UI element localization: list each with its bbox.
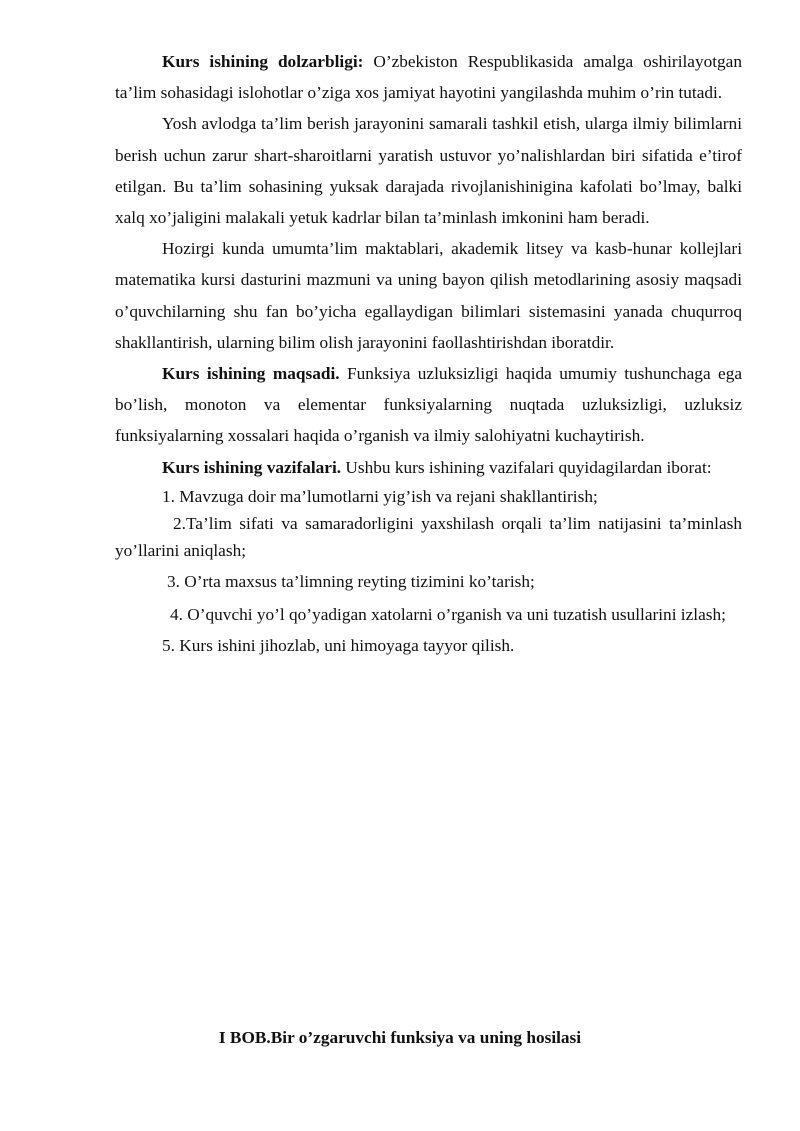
paragraph-relevance bbox=[115, 46, 742, 108]
paragraph-education: Yosh avlodga ta’lim berish jarayonini samarali tashkil etish, ularga ilmiy bilimlarni berish uchun zarur shart-sharoitlarni yaratish ustuvor yo’nalishlardan biri sifatida e’tirof etilgan. Bu ta’lim sohasining yuksak darajada rivojlanishinigina kafolati bo’lmay, balki xalq xo’jaligini malakali yetuk kadrlar bilan ta’minlash imkonini ham beradi. bbox=[115, 114, 742, 228]
chapter-heading: I BOB.Bir o’zgaruvchi funksiya va uning hosilasi bbox=[218, 1028, 582, 1047]
relevance-label: Kurs ishining dolzarbligi: bbox=[162, 52, 364, 71]
document-body bbox=[115, 46, 742, 661]
list-item: 1. Mavzuga doir ma’lumotlarni yig’ish va rejani shakllantirish; bbox=[162, 486, 598, 506]
goal-text: Funksiya uzluksizligi haqida umumiy tushunchaga ega bo’lish, monoton va elementar funksiyalarning nuqtada uzluksizligi, uzluksiz funksiyalarning xossalari haqida o’rganish va ilmiy salohiyatni kuchaytirish. bbox=[115, 364, 742, 446]
goal-label: Kurs ishining maqsadi. bbox=[162, 364, 340, 384]
list-item: 3. O’rta maxsus ta’limning reyting tizimini ko’tarish; bbox=[167, 571, 535, 591]
tasks-label: Kurs ishining vazifalari. bbox=[162, 457, 342, 477]
tasks-text: Ushbu kurs ishining vazifalari quyidagilardan iborat: bbox=[341, 457, 712, 477]
list-item: 5. Kurs ishini jihozlab, uni himoyaga tayyor qilish. bbox=[162, 636, 515, 656]
paragraph-tasks bbox=[115, 452, 742, 483]
paragraph-current-state: Hozirgi kunda umumta’lim maktablari, akademik litsey va kasb-hunar kollejlari matematika kursi dasturini mazmuni va uning bayon qilish metodlarining asosiy maqsadi o’quvchilarning shu fan bo’yicha egallaydigan bilimlari sistemasini yanada chuqurroq shakllantirish, ularning bilim olish jarayonini faollashtirishdan iboratdir. bbox=[115, 239, 742, 352]
list-item: 2.Ta’lim sifati va samaradorligini yaxshilash orqali ta’lim natijasini ta’minlash yo’llarini aniqlash; bbox=[115, 513, 742, 560]
paragraph-goal bbox=[115, 358, 742, 452]
list-item: 4. O’quvchi yo’l qo’yadigan xatolarni o’rganish va uni tuzatish usullarini izlash; bbox=[170, 604, 726, 624]
relevance-text: O’zbekiston Respublikasida amalga oshirilayotgan ta’lim sohasidagi islohotlar o’ziga xos jamiyat hayotini yangilashda muhim o’rin tutadi. bbox=[115, 52, 742, 103]
